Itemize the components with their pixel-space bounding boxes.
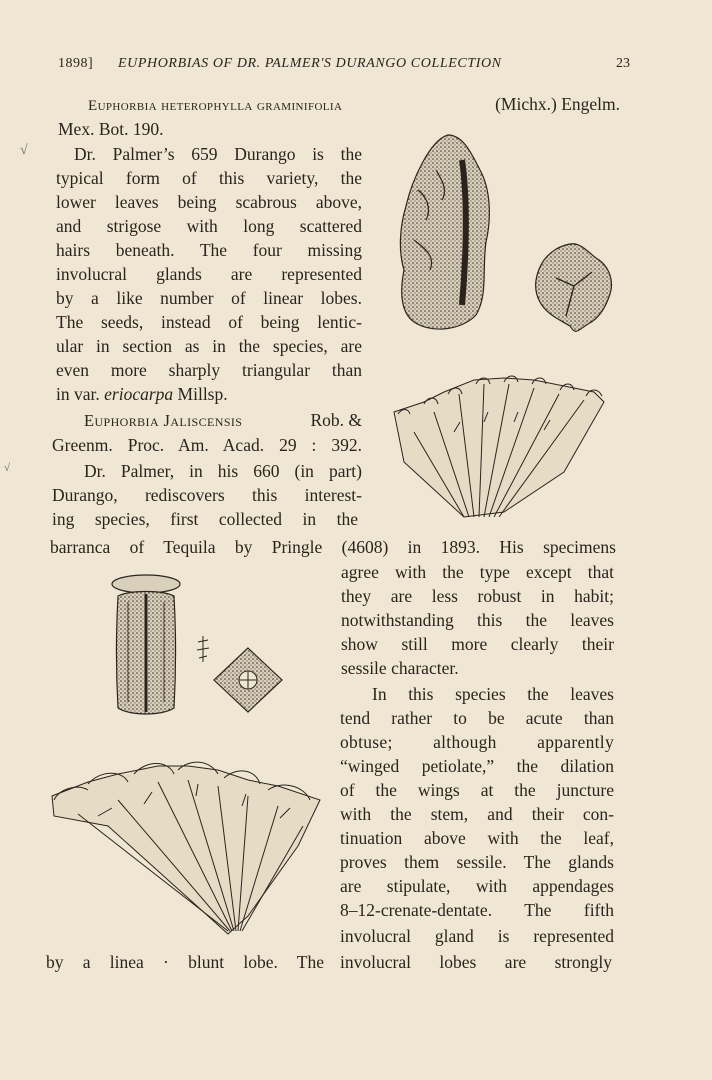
body-line: with the stem, and their con-	[340, 804, 614, 824]
body-line: are stipulate, with appendages	[340, 876, 614, 896]
species-name: Euphorbia Jaliscensis	[84, 411, 243, 430]
body-line: “winged petiolate,” the dilation	[340, 756, 614, 776]
citation: Greenm. Proc. Am. Acad. 29 : 392.	[52, 435, 362, 455]
body-line	[56, 382, 228, 406]
body-line: typical form of this variety, the	[56, 168, 362, 188]
body-line: and strigose with long scattered	[56, 216, 362, 236]
text-run: in var.	[56, 384, 100, 404]
seed-section-illustration	[530, 240, 616, 335]
seed-illustration	[396, 130, 496, 335]
body-line: by a like number of linear lobes.	[56, 288, 362, 308]
text-run: Millsp.	[177, 384, 228, 404]
jaliscensis-involucre-illustration	[48, 756, 328, 936]
seed-cross-section-illustration	[212, 646, 284, 714]
body-line: involucral glands are represented	[56, 264, 362, 284]
body-line: hairs beneath. The four missing	[56, 240, 362, 260]
body-line: of the wings at the juncture	[340, 780, 614, 800]
body-line: tinuation above with the leaf,	[340, 828, 614, 848]
body-line: even more sharply triangular than	[56, 360, 362, 380]
body-line: Dr. Palmer, in his 660 (in part)	[84, 461, 362, 481]
body-line: In this species the leaves	[372, 684, 614, 704]
header-year: 1898]	[58, 56, 94, 71]
body-line: tend rather to be acute than	[340, 708, 614, 728]
body-line: obtuse; although apparently	[340, 732, 614, 752]
body-line: show still more clearly their	[341, 634, 614, 654]
body-line: 8–12-crenate-dentate. The fifth	[340, 900, 614, 920]
body-line: barranca of Tequila by Pringle (4608) in 1893. His specimens	[50, 537, 616, 557]
header-title: EUPHORBIAS OF DR. PALMER'S DURANGO COLLECTION	[118, 56, 502, 71]
body-line: ular in section as in the species, are	[56, 336, 362, 356]
species-authority: Rob. &	[310, 410, 362, 430]
tiny-flower-illustration	[194, 632, 212, 668]
body-line: they are less robust in habit;	[341, 586, 614, 606]
body-line: lower leaves being scabrous above,	[56, 192, 362, 212]
running-header	[58, 56, 630, 78]
page-number: 23	[616, 56, 630, 71]
body-line: Durango, rediscovers this interest-	[52, 485, 362, 505]
margin-check-mark: √	[20, 143, 28, 158]
variety-name: eriocarpa	[104, 384, 174, 404]
body-line: sessile character.	[341, 658, 459, 678]
body-line: notwithstanding this the leaves	[341, 610, 614, 630]
entry-heading	[84, 408, 362, 433]
body-line: agree with the type except that	[341, 562, 614, 582]
body-line: Dr. Palmer’s 659 Durango is the	[74, 144, 362, 164]
species-authority: (Michx.) Engelm.	[495, 94, 620, 114]
citation: Mex. Bot. 190.	[58, 119, 164, 139]
involucre-illustration	[384, 372, 610, 522]
entry-heading	[88, 92, 620, 118]
body-line: proves them sessile. The glands	[340, 852, 614, 872]
body-line: involucral gland is represented	[340, 926, 614, 946]
jaliscensis-seed-illustration	[108, 572, 184, 718]
species-name: Euphorbia heterophylla graminifolia	[88, 98, 343, 114]
body-line: The seeds, instead of being lentic-	[56, 312, 362, 332]
body-line: by a linea · blunt lobe. The	[46, 952, 324, 972]
margin-check-mark: √	[4, 462, 11, 474]
body-line: involucral lobes are strongly	[340, 952, 612, 972]
body-line: ing species, first collected in the	[52, 509, 358, 529]
